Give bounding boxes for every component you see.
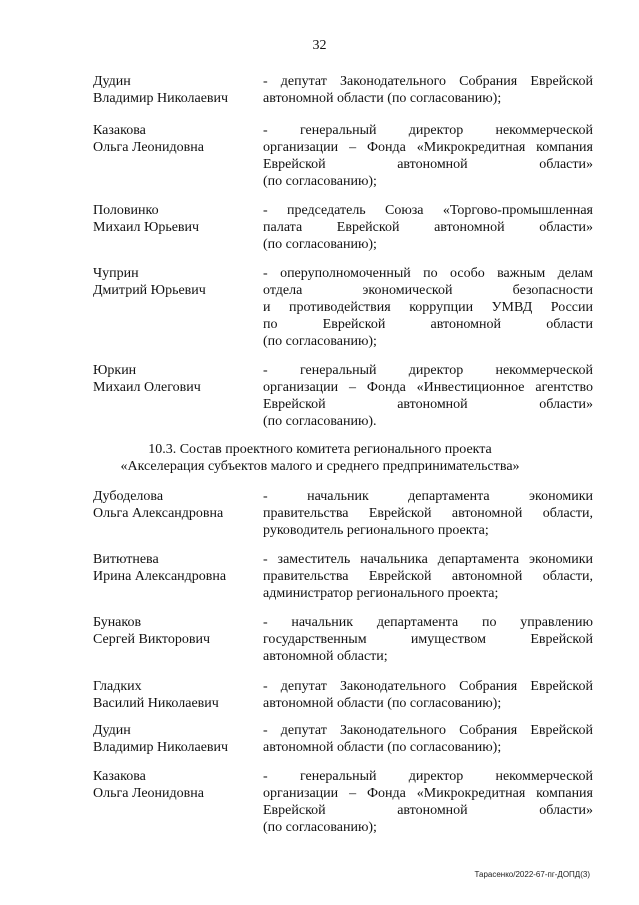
member-given-names: Дмитрий Юрьевич: [93, 283, 206, 298]
role-line: - начальник департамента экономики: [263, 489, 593, 504]
role-line: Еврейской автономной области»: [263, 397, 593, 412]
role-line: (по согласованию);: [263, 820, 377, 835]
member-name: [93, 768, 261, 802]
member-given-names: Ирина Александровна: [93, 569, 227, 584]
role-line: - заместитель начальника департамента экономики: [263, 552, 593, 567]
role-line: правительства Еврейской автономной области,: [263, 506, 593, 521]
member-role: [263, 768, 593, 836]
member-role: [263, 551, 593, 602]
member-name: [93, 73, 261, 107]
role-line: автономной области (по согласованию);: [263, 740, 502, 755]
member-surname: Казакова: [93, 769, 146, 784]
member-given-names: Ольга Леонидовна: [93, 140, 204, 155]
role-line: - депутат Законодательного Собрания Еврейской: [263, 74, 593, 89]
role-line: Еврейской автономной области»: [263, 803, 593, 818]
role-line: и противодействия коррупции УМВД России: [263, 300, 593, 315]
member-surname: Дудин: [93, 723, 131, 738]
member-role: [263, 265, 593, 350]
member-surname: Чуприн: [93, 266, 139, 281]
member-role: [263, 678, 593, 712]
member-given-names: Ольга Леонидовна: [93, 786, 204, 801]
role-line: правительства Еврейской автономной области,: [263, 569, 593, 584]
role-line: палата Еврейской автономной области»: [263, 220, 593, 235]
member-surname: Дудин: [93, 74, 131, 89]
role-line: - генеральный директор некоммерческой: [263, 123, 593, 138]
member-name: [93, 551, 261, 585]
role-line: - депутат Законодательного Собрания Еврейской: [263, 679, 593, 694]
member-name: [93, 488, 261, 522]
member-role: [263, 122, 593, 190]
role-line: (по согласованию);: [263, 237, 377, 252]
member-name: [93, 202, 261, 236]
section-heading-line: 10.3. Состав проектного комитета регионального проекта: [148, 442, 492, 457]
member-name: [93, 362, 261, 396]
role-line: - председатель Союза «Торгово-промышленная: [263, 203, 593, 218]
document-footer-code: Тарасенко/2022-67-пг-ДОПД(3): [474, 870, 590, 879]
member-surname: Гладких: [93, 679, 142, 694]
member-role: [263, 73, 593, 107]
role-line: организации – Фонда «Микрокредитная компания: [263, 140, 593, 155]
member-role: [263, 202, 593, 253]
member-given-names: Ольга Александровна: [93, 506, 224, 521]
member-surname: Половинко: [93, 203, 159, 218]
section-heading: [60, 441, 580, 475]
role-line: государственным имуществом Еврейской: [263, 632, 593, 647]
member-name: [93, 678, 261, 712]
role-line: администратор регионального проекта;: [263, 586, 499, 601]
member-given-names: Сергей Викторович: [93, 632, 211, 647]
role-line: автономной области (по согласованию);: [263, 91, 502, 106]
role-line: организации – Фонда «Инвестиционное агентство: [263, 380, 593, 395]
role-line: по Еврейской автономной области: [263, 317, 593, 332]
role-line: Еврейской автономной области»: [263, 157, 593, 172]
role-line: руководитель регионального проекта;: [263, 523, 489, 538]
member-given-names: Михаил Олегович: [93, 380, 201, 395]
member-role: [263, 362, 593, 430]
role-line: автономной области;: [263, 649, 388, 664]
member-name: [93, 614, 261, 648]
member-given-names: Владимир Николаевич: [93, 740, 229, 755]
role-line: автономной области (по согласованию);: [263, 696, 502, 711]
member-surname: Бунаков: [93, 615, 142, 630]
section-heading-line: «Акселерация субъектов малого и среднего предпринимательства»: [120, 459, 520, 474]
member-surname: Дубоделова: [93, 489, 164, 504]
member-name: [93, 265, 261, 299]
member-role: [263, 488, 593, 539]
page-number: 32: [312, 38, 327, 53]
member-given-names: Василий Николаевич: [93, 696, 219, 711]
member-given-names: Владимир Николаевич: [93, 91, 229, 106]
role-line: (по согласованию);: [263, 334, 377, 349]
role-line: - оперуполномоченный по особо важным делам: [263, 266, 593, 281]
member-surname: Витютнева: [93, 552, 159, 567]
role-line: отдела экономической безопасности: [263, 283, 593, 298]
member-surname: Казакова: [93, 123, 146, 138]
member-role: [263, 722, 593, 756]
role-line: (по согласованию);: [263, 174, 377, 189]
member-surname: Юркин: [93, 363, 137, 378]
member-name: [93, 122, 261, 156]
member-role: [263, 614, 593, 665]
role-line: - генеральный директор некоммерческой: [263, 769, 593, 784]
role-line: - депутат Законодательного Собрания Еврейской: [263, 723, 593, 738]
role-line: организации – Фонда «Микрокредитная компания: [263, 786, 593, 801]
role-line: - начальник департамента по управлению: [263, 615, 593, 630]
role-line: - генеральный директор некоммерческой: [263, 363, 593, 378]
member-name: [93, 722, 261, 756]
member-given-names: Михаил Юрьевич: [93, 220, 200, 235]
role-line: (по согласованию).: [263, 414, 377, 429]
